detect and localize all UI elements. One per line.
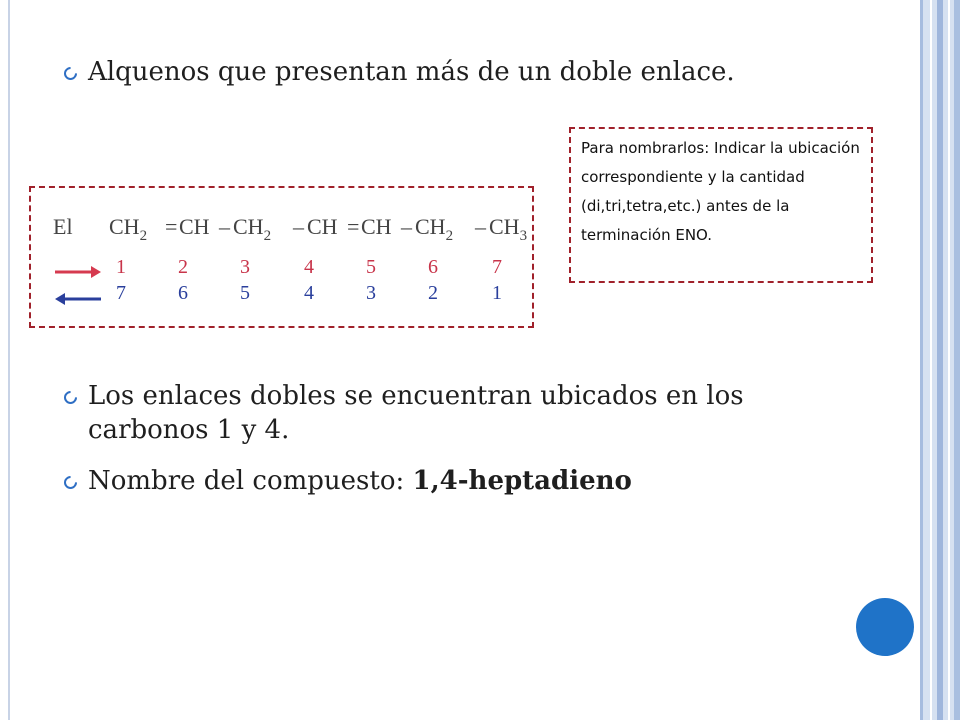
side-stripe	[948, 0, 950, 720]
side-stripe	[920, 0, 923, 720]
formula-group: –	[401, 214, 412, 239]
bullet-alquenos	[64, 55, 784, 89]
bullet-enlaces	[64, 379, 784, 447]
bullet-icon	[64, 464, 88, 489]
carbon-number: 2	[178, 256, 188, 278]
carbon-number: 4	[304, 256, 314, 278]
bullet-icon	[64, 379, 88, 404]
carbon-number: 1	[492, 282, 502, 304]
carbon-number: 3	[240, 256, 250, 278]
formula-article: El	[53, 214, 73, 239]
arrow-forward-icon	[53, 264, 103, 280]
compound-name: 1,4-heptadieno	[412, 466, 632, 496]
structural-formula	[109, 206, 549, 246]
carbon-number: 2	[428, 282, 438, 304]
bullet-line: carbonos 1 y 4.	[88, 415, 290, 445]
carbon-number: 5	[240, 282, 250, 304]
formula-group: =	[347, 214, 360, 239]
left-rule	[8, 0, 10, 720]
formula-group: $CH_2$	[109, 214, 148, 244]
naming-note: Para nombrarlos: Indicar la ubicación correspondiente y la cantidad (di,tri,tetra,etc.) antes de la terminación ENO.	[569, 127, 873, 283]
formula-group: –	[219, 214, 230, 239]
carbon-number: 6	[428, 256, 438, 278]
carbon-number: 5	[366, 256, 376, 278]
formula-group: $CH_3$	[489, 214, 528, 244]
side-stripe	[937, 0, 943, 720]
bullet-line: Los enlaces dobles se encuentran ubicados en los	[88, 381, 744, 411]
formula-group: CH	[179, 214, 210, 239]
formula-group: CH	[361, 214, 392, 239]
carbon-number: 7	[116, 282, 126, 304]
bullet-text	[88, 464, 784, 498]
formula-group: –	[475, 214, 486, 239]
bullet-icon	[64, 55, 88, 80]
bullet-text	[88, 379, 784, 447]
bullet-nombre	[64, 464, 784, 498]
side-stripe	[954, 0, 960, 720]
carbon-number: 7	[492, 256, 502, 278]
arrow-reverse-icon	[53, 291, 103, 307]
carbon-number: 6	[178, 282, 188, 304]
carbon-number: 3	[366, 282, 376, 304]
carbon-number: 1	[116, 256, 126, 278]
formula-box	[29, 186, 534, 328]
formula-group: –	[293, 214, 304, 239]
carbon-number: 4	[304, 282, 314, 304]
bullet-text: Alquenos que presentan más de un doble enlace.	[88, 57, 735, 87]
decorative-circle	[856, 598, 914, 656]
formula-group: $CH_2$	[415, 214, 454, 244]
formula-group: CH	[307, 214, 338, 239]
formula-group: =	[165, 214, 178, 239]
formula-group: $CH_2$	[233, 214, 272, 244]
compound-label: Nombre del compuesto:	[88, 466, 405, 496]
side-stripe	[930, 0, 932, 720]
